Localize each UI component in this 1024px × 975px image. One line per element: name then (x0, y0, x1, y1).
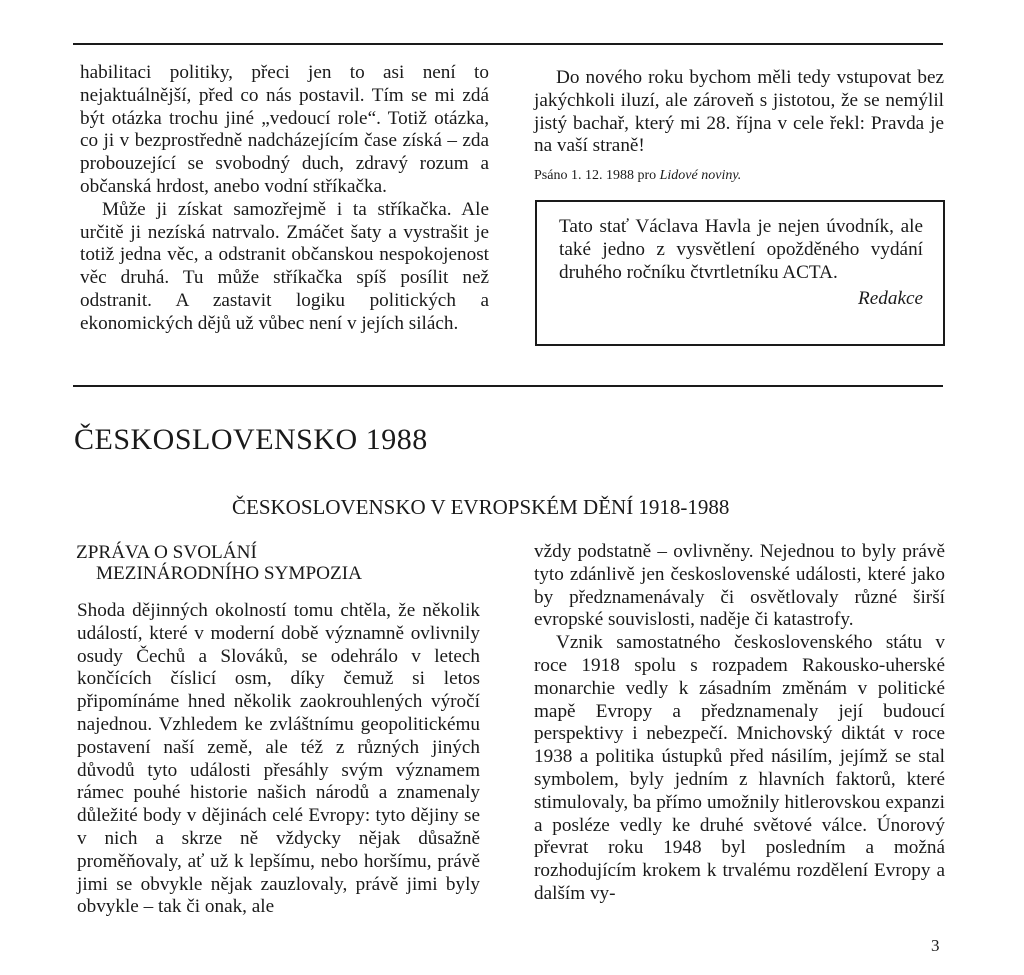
article-left-column (77, 600, 480, 919)
paragraph: Může ji získat samozřejmě i ta stříkačka. Ale určitě ji nezíská natrvalo. Zmáčet šaty a vystrašit je totiž jedna věc, a odstranit občanskou nespokojenost věc druhá. Tu může stříkačka spíš posílit než odstranit. A zastavit logiku politických a ekonomických dějů už vůbec není v jejích silách. (80, 198, 489, 334)
article-title: ČESKOSLOVENSKO V EVROPSKÉM DĚNÍ 1918-1988 (232, 495, 730, 519)
article-right-column (534, 541, 945, 906)
havel-text-left-column (80, 62, 489, 336)
section-title: ČESKOSLOVENSKO 1988 (74, 423, 428, 456)
signature-publication: Lidové noviny. (659, 168, 742, 184)
signature-line (534, 166, 944, 186)
paragraph: vždy podstatně – ovlivněny. Nejednou to byly právě tyto zdánlivě jen československé události, které jako by předznamenávaly či osvětlovaly různé širší evropské souvislosti, naděje či katastrofy. (534, 541, 945, 631)
paragraph: habilitaci politiky, přeci jen to asi není to nejaktuálnější, před co nás postavil. Tím se mi zdá být otázka trochu jiné „vedoucí role“. Totiž otázka, co ji v bezprostředně nadcházejícím čase získá – zda probouzející se svobodný duch, zdravý rozum a občanská hrdost, anebo vodní stříkačka. (80, 62, 489, 197)
top-rule (73, 43, 943, 45)
paragraph: Shoda dějinných okolností tomu chtěla, že několik událostí, které v moderní době významně ovlivnily osudy Čechů a Slováků, se odehrálo v letech končících číslicí osm, díky čemuž si letos připomínáme hned několik zaokrouhlených výročí najednou. Vzhledem ke zvláštnímu geopolitickému postavení naší země, ale též z různých jiných důvodů tyto události přesáhly svým významem rámec pouhé historie našich národů a znamenaly důležité body v dějinách celé Evropy: tyto dějiny se v nich a skrze ně vždycky nějak důsažně proměňovaly, ať už k lepšímu, nebo horšímu, právě jimi se obvykle nějak zauzlovaly, právě jimi byly obvykle – tak či onak, ale (77, 600, 480, 918)
havel-text-right-column (534, 67, 944, 186)
editorial-note-text: Tato stať Václava Havla je nejen úvodník, ale také jedno z vysvětlení opožděného vydání druhého ročníku čtvrtletníku ACTA. (559, 216, 923, 283)
subheading-line: ZPRÁVA O SVOLÁNÍ (76, 542, 257, 563)
paragraph: Vznik samostatného československého státu v roce 1918 spolu s rozpadem Rakousko-uherské monarchie vedly k zásadním změnám v politické mapě Evropy a předznamenaly její budoucí perspektivy i nebezpečí. Mnichovský diktát v roce 1938 a politika ústupků před násilím, jejímž se stal symbolem, byly jedním z hlavních faktorů, které stimulovaly, ba přímo umožnily hitlerovskou expanzi a posléze vedly ke druhé světové válce. Únorový převrat roku 1948 byl posledním a možná rozhodujícím krokem k trvalému rozdělení Evropy a dalším vy- (534, 632, 945, 904)
article-subheading (76, 542, 362, 584)
editorial-note-byline: Redakce (858, 288, 923, 310)
editorial-note-box (535, 200, 945, 346)
signature-prefix: Psáno 1. 12. 1988 pro (534, 168, 657, 184)
paragraph: Do nového roku bychom měli tedy vstupovat bez jakýchkoli iluzí, ale zároveň s jistotou, že se nemýlil jistý bachař, který mi 28. října v cele řekl: Pravda je na vaší straně! (534, 67, 944, 157)
page-number: 3 (931, 936, 940, 955)
subheading-line: MEZINÁRODNÍHO SYMPOZIA (96, 563, 362, 584)
section-rule (73, 385, 943, 387)
